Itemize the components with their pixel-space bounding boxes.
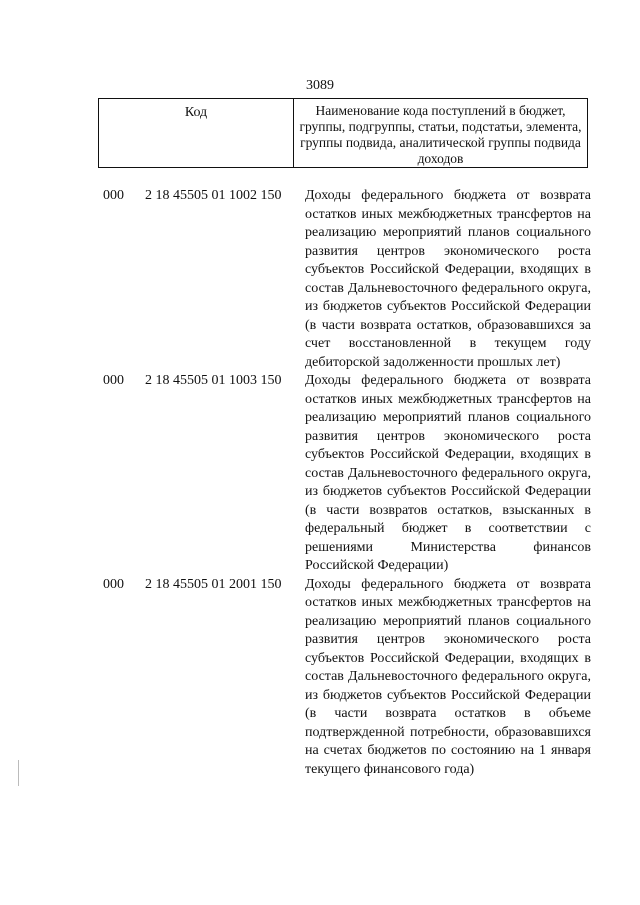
admin-code: 000 [103,373,124,388]
income-description: Доходы федерального бюджета от возврата остатков иных межбюджетных трансфертов на реализацию мероприятий планов социального развития центров экономического роста субъектов Российской Федерации, входящих в состав Дальневосточного федерального округа, из бюджетов субъектов Российской Федерации (в части возврата остатков в объеме подтвержденной потребности, образовавшихся на счетах бюджетов по состоянию на 1 января текущего финансового года) [305,576,591,777]
budget-code: 2 18 45505 01 1002 150 [145,188,282,203]
budget-code: 2 18 45505 01 1003 150 [145,373,282,388]
budget-code: 2 18 45505 01 2001 150 [145,576,282,592]
table-row [0,576,640,780]
income-description: Доходы федерального бюджета от возврата остатков иных межбюджетных трансфертов на реализацию мероприятий планов социального развития центров экономического роста субъектов Российской Федерации, входящих в состав Дальневосточного федерального округа, из бюджетов субъектов Российской Федерации (в части возвратов остатков, взысканных в федеральный бюджет в соответствии с решениями Министерства финансов Российской Федерации) [305,373,591,573]
table-body [0,187,640,779]
scan-mark [18,760,19,786]
header-name-column: Наименование кода поступлений в бюджет, группы, подгруппы, статьи, подстатьи, элемента, группы подвида, аналитической группы подвида доходов [299,103,582,166]
table-row [0,372,640,576]
admin-code: 000 [103,576,124,592]
table-header [98,98,588,168]
header-code-column: Код [99,99,294,167]
table-row [0,187,640,372]
admin-code: 000 [103,188,124,203]
income-description: Доходы федерального бюджета от возврата остатков иных межбюджетных трансфертов на реализацию мероприятий планов социального развития центров экономического роста субъектов Российской Федерации, входящих в состав Дальневосточного федерального округа, из бюджетов субъектов Российской Федерации (в части возврата остатков, образовавшихся за счет восстановленной в текущем году дебиторской задолженности прошлых лет) [305,188,591,370]
page-number: 3089 [306,78,334,93]
